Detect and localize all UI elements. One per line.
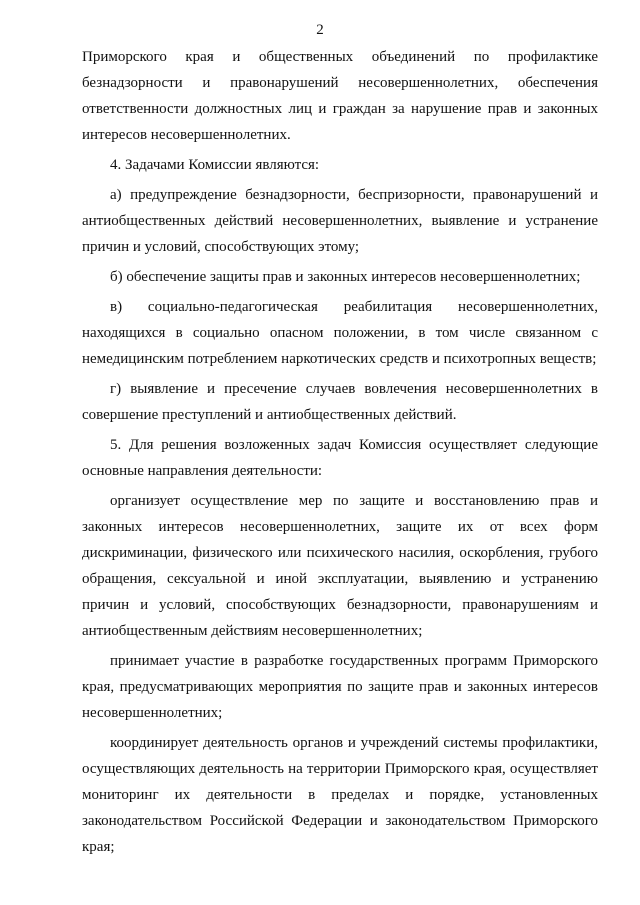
paragraph-activity-coordination: координирует деятельность органов и учреждений системы профилактики, осуществляющих деятельность на территории Приморского края, осуществляет мониторинг их деятельности в пределах и порядке, установленных законодательством Российской Федерации и законодательством Приморского края;: [82, 735, 598, 855]
paragraph-activity-programs: принимает участие в разработке государственных программ Приморского края, предусматривающих мероприятия по защите прав и законных интересов несовершеннолетних;: [82, 653, 598, 721]
paragraph-task-d: г) выявление и пресечение случаев вовлечения несовершеннолетних в совершение преступлений и антиобщественных действий.: [82, 381, 598, 423]
page-number: 2: [316, 22, 324, 38]
paragraph-section-4-heading: 4. Задачами Комиссии являются:: [110, 157, 320, 173]
paragraph-task-a: а) предупреждение безнадзорности, беспризорности, правонарушений и антиобщественных действий несовершеннолетних, выявление и устранение причин и условий, способствующих этому;: [82, 187, 598, 255]
document-body: [82, 44, 598, 860]
paragraph-continuation: Приморского края и общественных объединений по профилактике безнадзорности и правонарушений несовершеннолетних, обеспечения ответственности должностных лиц и граждан за нарушение прав и законных интересов несовершеннолетних.: [82, 49, 598, 143]
paragraph-task-c: в) социально-педагогическая реабилитация несовершеннолетних, находящихся в социально опасном положении, в том числе связанном с немедицинским потреблением наркотических средств и психотропных веществ;: [82, 299, 598, 367]
paragraph-section-5-heading: 5. Для решения возложенных задач Комиссия осуществляет следующие основные направления деятельности:: [82, 437, 598, 479]
paragraph-task-b: б) обеспечение защиты прав и законных интересов несовершеннолетних;: [110, 269, 581, 285]
paragraph-activity-protection: организует осуществление мер по защите и восстановлению прав и законных интересов несовершеннолетних, защите их от всех форм дискриминации, физического или психического насилия, оскорбления, грубого обращения, сексуальной и иной эксплуатации, выявлению и устранению причин и условий, способствующих безнадзорности, правонарушениям и антиобщественным действиям несовершеннолетних;: [82, 493, 598, 639]
